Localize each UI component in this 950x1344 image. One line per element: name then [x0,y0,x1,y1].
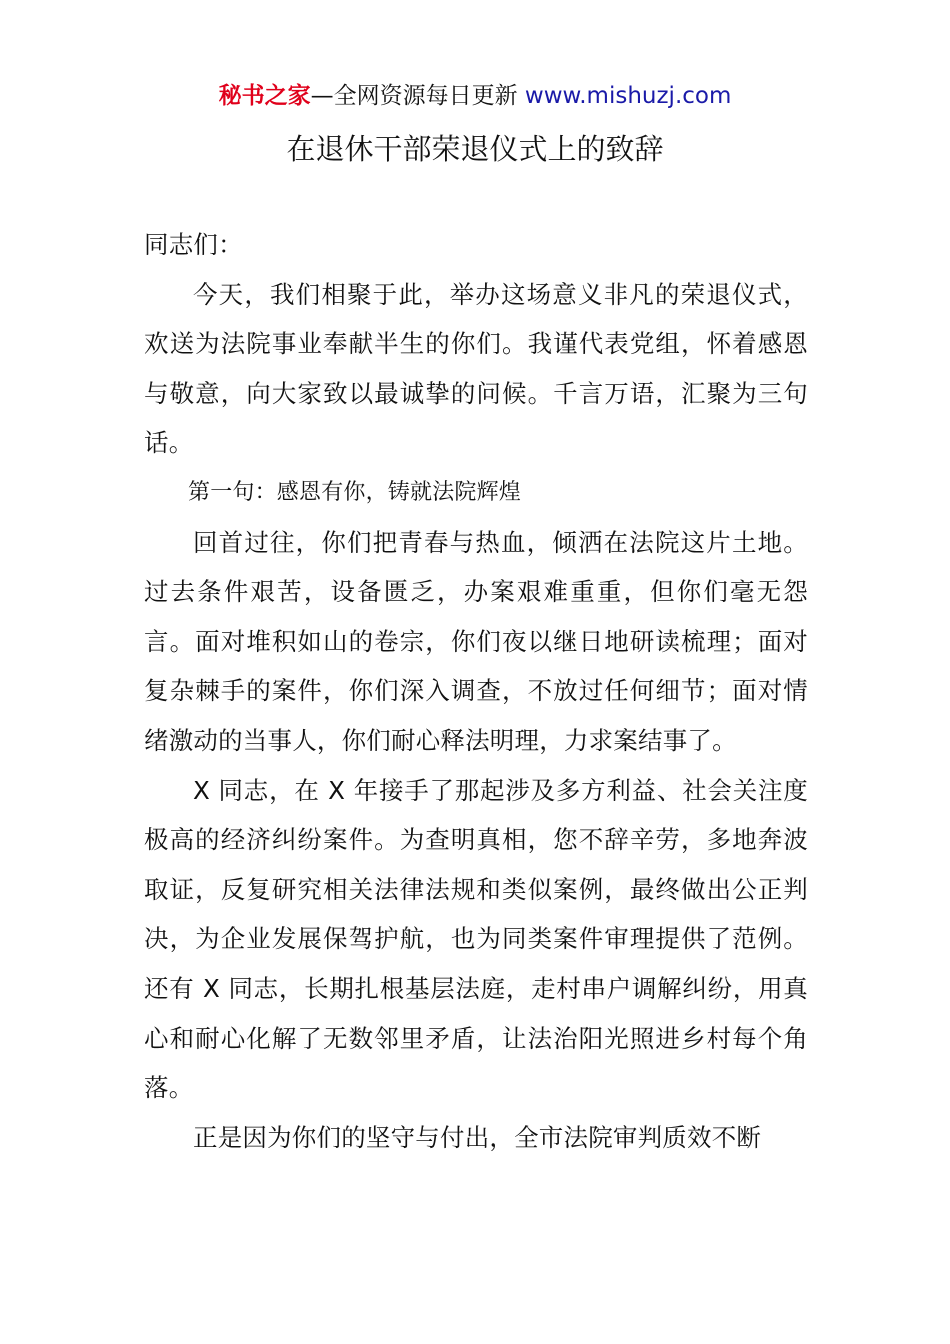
paragraph-examples: X 同志，在 X 年接手了那起涉及多方利益、社会关注度极高的经济纠纷案件。为查明真相，您不辞辛劳，多地奔波取证，反复研究相关法律法规和类似案例，最终做出公正判决，为企业发展保驾护航，也为同类案件审理提供了范例。还有 X 同志，长期扎根基层法庭，走村串户调解纠纷，用真心和耐心化解了无数邻里矛盾，让法治阳光照进乡村每个角落。 [144,775,808,1103]
paragraph-results: 正是因为你们的坚守与付出，全市法院审判质效不断 [193,1122,762,1152]
brand-name: 秘书之家 [218,83,311,109]
section-heading-1: 第一句：感恩有你，铸就法院辉煌 [188,479,522,505]
document-body [144,220,808,1162]
paragraph-intro: 今天，我们相聚于此，举办这场意义非凡的荣退仪式，欢送为法院事业奉献半生的你们。我谨代表党组，怀着感恩与敬意，向大家致以最诚挚的问候。千言万语，汇聚为三句话。 [144,279,808,458]
paragraph-review: 回首过往，你们把青春与热血，倾洒在法院这片土地。过去条件艰苦，设备匮乏，办案艰难重重，但你们毫无怨言。面对堆积如山的卷宗，你们夜以继日地研读梳理；面对复杂棘手的案件，你们深入调查，不放过任何细节；面对情绪激动的当事人，你们耐心释法明理，力求案结事了。 [144,527,808,755]
document-title: 在退休干部荣退仪式上的致辞 [286,132,664,166]
salutation: 同志们： [144,230,243,259]
site-url-link[interactable]: www.mishuzj.com [524,83,732,109]
header-tagline: —全网资源每日更新 [310,83,518,109]
site-header [0,78,950,114]
